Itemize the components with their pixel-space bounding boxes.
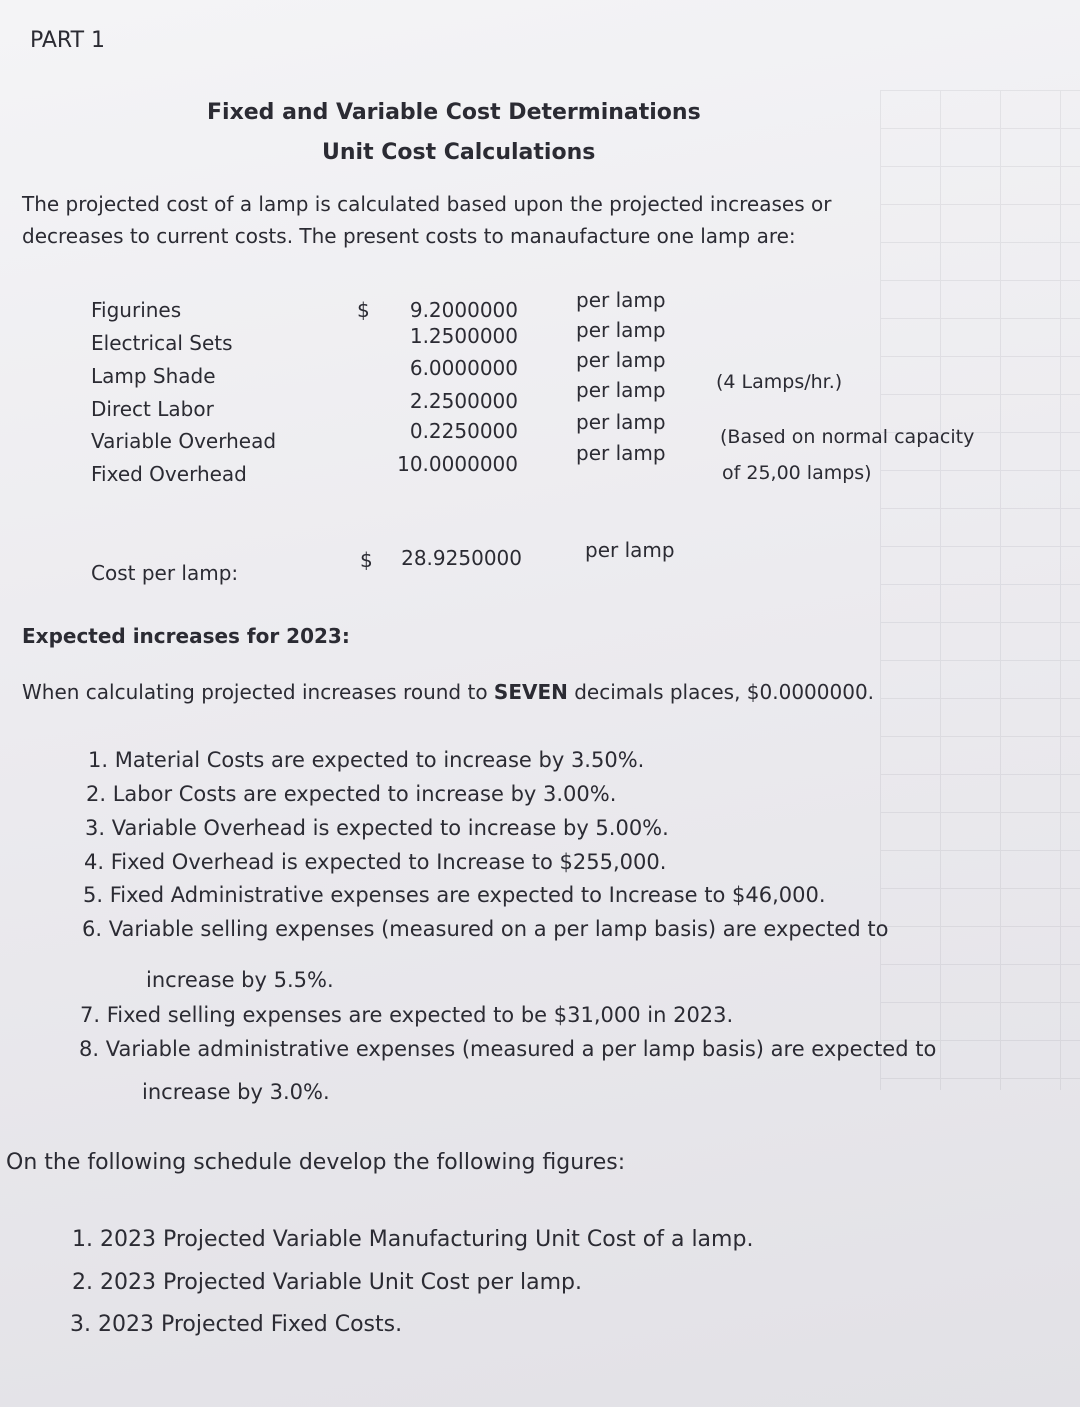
list-item: 8. Variable administrative expenses (measured a per lamp basis) are expected to	[79, 1037, 937, 1061]
cost-unit-lamp-shade: per lamp	[576, 348, 666, 372]
document-subtitle: Unit Cost Calculations	[322, 140, 596, 165]
total-unit: per lamp	[585, 538, 675, 562]
cost-label-lamp-shade: Lamp Shade	[91, 364, 216, 388]
rounding-prefix: When calculating projected increases round to	[22, 680, 494, 704]
list-item: 2. Labor Costs are expected to increase by 3.00%.	[86, 782, 617, 806]
total-value: 28.9250000	[401, 546, 522, 570]
cost-value-direct-labor: 2.2500000	[409, 389, 518, 413]
list-item: 7. Fixed selling expenses are expected to be $31,000 in 2023.	[80, 1003, 734, 1027]
list-item: 5. Fixed Administrative expenses are expected to Increase to $46,000.	[83, 883, 826, 907]
list-item-continuation: increase by 3.0%.	[142, 1080, 330, 1104]
intro-line-1: The projected cost of a lamp is calculated based upon the projected increases or	[22, 192, 832, 216]
list-item: 3. 2023 Projected Fixed Costs.	[70, 1312, 403, 1337]
cost-label-direct-labor: Direct Labor	[91, 397, 214, 421]
direct-labor-note: (4 Lamps/hr.)	[716, 371, 843, 393]
rounding-instruction	[22, 680, 874, 704]
list-item: 2. 2023 Projected Variable Unit Cost per lamp.	[72, 1270, 582, 1295]
cost-unit-variable-overhead: per lamp	[576, 410, 666, 434]
cost-label-fixed-overhead: Fixed Overhead	[91, 462, 247, 486]
document-title: Fixed and Variable Cost Determinations	[207, 100, 701, 125]
list-item: 1. 2023 Projected Variable Manufacturing Unit Cost of a lamp.	[72, 1227, 754, 1252]
cost-label-electrical-sets: Electrical Sets	[91, 331, 233, 355]
cost-unit-electrical-sets: per lamp	[576, 318, 666, 342]
list-item: 6. Variable selling expenses (measured on a per lamp basis) are expected to	[82, 917, 889, 941]
cost-dollar-sign: $	[357, 298, 370, 322]
cost-value-figurines: 9.2000000	[409, 298, 518, 322]
background-table-shadow	[880, 90, 1080, 1090]
rounding-emphasis: SEVEN	[493, 680, 568, 704]
cost-value-variable-overhead: 0.2250000	[409, 419, 518, 443]
total-label: Cost per lamp:	[91, 561, 239, 585]
list-item: 4. Fixed Overhead is expected to Increase to $255,000.	[84, 850, 667, 874]
cost-label-variable-overhead: Variable Overhead	[91, 429, 277, 453]
cost-value-electrical-sets: 1.2500000	[409, 324, 518, 348]
part-label: PART 1	[30, 28, 106, 53]
intro-line-2: decreases to current costs. The present costs to manaufacture one lamp are:	[22, 224, 796, 248]
cost-unit-figurines: per lamp	[576, 288, 666, 312]
fixed-overhead-note-line2: of 25,00 lamps)	[722, 462, 872, 484]
cost-value-fixed-overhead: 10.0000000	[397, 452, 518, 476]
cost-unit-direct-labor: per lamp	[576, 378, 666, 402]
schedule-intro: On the following schedule develop the following figures:	[6, 1150, 626, 1175]
cost-unit-fixed-overhead: per lamp	[576, 441, 666, 465]
cost-value-lamp-shade: 6.0000000	[409, 356, 518, 380]
rounding-suffix: decimals places, $0.0000000.	[567, 680, 875, 704]
list-item: 1. Material Costs are expected to increase by 3.50%.	[88, 748, 645, 772]
increases-heading: Expected increases for 2023:	[22, 624, 350, 648]
list-item-continuation: increase by 5.5%.	[146, 968, 334, 992]
fixed-overhead-note: (Based on normal capacity	[720, 426, 975, 448]
total-dollar-sign: $	[360, 548, 373, 572]
cost-label-figurines: Figurines	[91, 298, 182, 322]
list-item: 3. Variable Overhead is expected to increase by 5.00%.	[85, 816, 669, 840]
